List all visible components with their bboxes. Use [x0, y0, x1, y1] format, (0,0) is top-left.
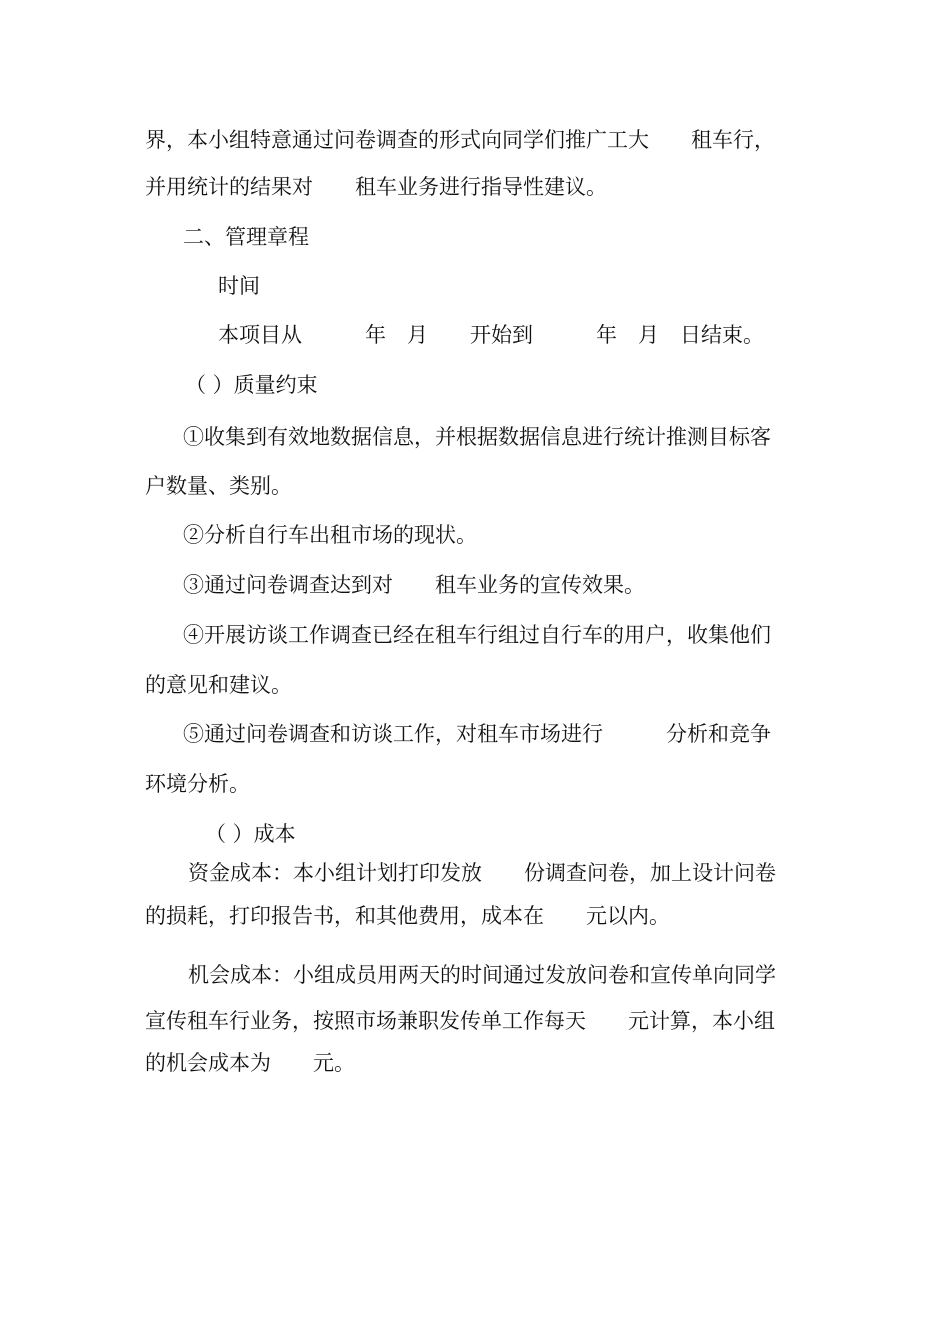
quality-item-5-line-1: ⑤通过问卷调查和访谈工作，对租车市场进行 分析和竞争	[183, 722, 771, 746]
fund-cost-line-2: 的损耗，打印报告书，和其他费用，成本在 元以内。	[145, 904, 670, 928]
section-heading-management: 二、管理章程	[183, 225, 309, 249]
quality-item-5-line-2: 环境分析。	[145, 772, 250, 796]
paragraph-intro-line-1: 界，本小组特意通过问卷调查的形式向同学们推广工大 租车行，	[145, 128, 775, 152]
quality-item-4-line-2: 的意见和建议。	[145, 673, 292, 697]
opportunity-cost-line-2: 宣传租车行业务，按照市场兼职发传单工作每天 元计算，本小组	[145, 1009, 775, 1033]
subheading-cost: （ ）成本	[205, 822, 296, 846]
subheading-quality: （ ）质量约束	[185, 373, 318, 397]
quality-item-4-line-1: ④开展访谈工作调查已经在租车行组过自行车的用户，收集他们	[183, 623, 771, 647]
opportunity-cost-line-3: 的机会成本为 元。	[145, 1051, 355, 1075]
paragraph-intro-line-2: 并用统计的结果对 租车业务进行指导性建议。	[145, 175, 607, 199]
quality-item-1-line-1: ①收集到有效地数据信息，并根据数据信息进行统计推测目标客	[183, 425, 771, 449]
time-period-line: 本项目从 年 月 开始到 年 月 日结束。	[218, 323, 764, 347]
fund-cost-line-1: 资金成本：本小组计划打印发放 份调查问卷，加上设计问卷	[188, 861, 776, 885]
quality-item-3: ③通过问卷调查达到对 租车业务的宣传效果。	[183, 573, 645, 597]
subheading-time: 时间	[218, 274, 260, 298]
quality-item-1-line-2: 户数量、类别。	[145, 474, 292, 498]
quality-item-2: ②分析自行车出租市场的现状。	[183, 523, 477, 547]
opportunity-cost-line-1: 机会成本：小组成员用两天的时间通过发放问卷和宣传单向同学	[188, 963, 776, 987]
